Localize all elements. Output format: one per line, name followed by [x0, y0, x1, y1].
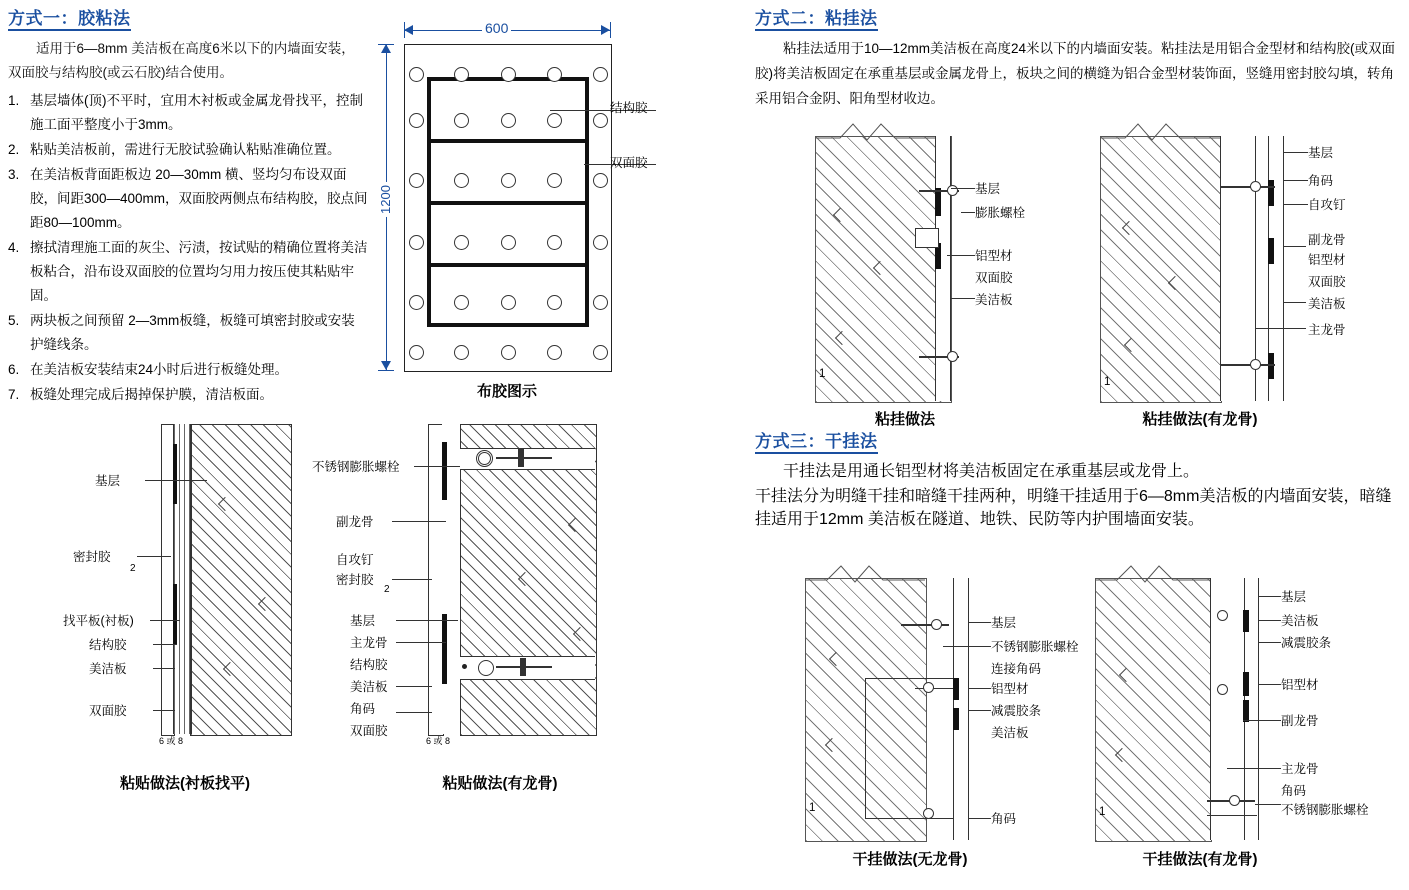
- right-column: [755, 4, 1401, 112]
- bolt-head-icon: [947, 351, 958, 362]
- tape-block: [173, 444, 177, 504]
- tape-block: [442, 442, 447, 500]
- bolt-head-icon: [1229, 795, 1240, 806]
- bolt-head-icon: [1250, 181, 1261, 192]
- label-corner-code: 角码: [991, 812, 1017, 826]
- method3-block: [755, 427, 1401, 529]
- leader: [1259, 642, 1281, 643]
- glue-dot: [501, 295, 516, 310]
- dim-arrow-left: [404, 25, 413, 35]
- caption-adhesive-keel: 粘贴做法(有龙骨): [442, 775, 558, 792]
- glue-dot: [501, 173, 516, 188]
- rubber-strip: [1243, 700, 1249, 722]
- label-rubber-strip: 减震胶条: [991, 704, 1042, 718]
- label-meijie-board: 美洁板: [975, 293, 1013, 307]
- glue-dot: [547, 113, 562, 128]
- label-self-tapping-screw: 自攻钉: [336, 553, 374, 567]
- glue-dot: [409, 295, 424, 310]
- label-meijie-board: 美洁板: [350, 680, 388, 694]
- glue-dot: [501, 345, 516, 360]
- glue-dot: [501, 67, 516, 82]
- tape-block: [173, 584, 177, 644]
- label-double-tape: 双面胶: [89, 704, 127, 718]
- glue-dot: [454, 345, 469, 360]
- glue-figure-caption: 布胶图示: [476, 383, 537, 400]
- panel-outline: [404, 44, 612, 372]
- leader: [1284, 246, 1306, 247]
- list-item: 7. 板缝处理完成后揭掉保护膜，清洁板面。: [8, 387, 273, 403]
- bolt-head-icon: [1217, 610, 1228, 621]
- wall-hatch: [805, 578, 927, 842]
- leader: [969, 818, 991, 819]
- leader: [951, 298, 975, 299]
- leader: [145, 480, 207, 481]
- leader: [396, 686, 432, 687]
- glue-dot: [454, 235, 469, 250]
- fig-adhesive-keel: [312, 424, 600, 792]
- leader: [153, 668, 175, 669]
- bracket-line: [865, 818, 953, 819]
- mark-1: 1: [809, 802, 816, 814]
- label-base: 基层: [350, 614, 376, 628]
- glue-dot: [454, 295, 469, 310]
- leader: [1284, 302, 1306, 303]
- bracket-line: [865, 678, 953, 679]
- bolt-head-icon: [478, 660, 494, 676]
- mark-1: 1: [1099, 806, 1106, 818]
- dot: [462, 664, 467, 669]
- list-item: 1. 基层墙体(顶)不平时，宜用木衬板或金属龙骨找平，控制施工面平整度小于3mm。: [8, 93, 363, 133]
- dim-height-label: 1200: [378, 182, 393, 217]
- list-item: 2. 粘贴美洁板前，需进行无胶试验确认粘贴准确位置。: [8, 142, 341, 158]
- fig-hang-glue: [815, 118, 1065, 428]
- bracket-line: [915, 688, 953, 689]
- label-meijie-board: 美洁板: [1281, 614, 1319, 628]
- label-base: 基层: [991, 616, 1017, 630]
- leader: [1284, 152, 1308, 153]
- label-corner-code: 角码: [350, 702, 376, 716]
- method2-title: 方式二：粘挂法: [755, 4, 1401, 29]
- wall-hatch: [1095, 578, 1212, 842]
- list-item: 5. 两块板之间预留 2—3mm板缝，板缝可填密封胶或安装护缝线条。: [8, 313, 355, 353]
- glue-dot: [547, 67, 562, 82]
- caption-dry-nokeel: 干挂做法(无龙骨): [852, 851, 968, 868]
- leader: [969, 688, 991, 689]
- glue-dot: [547, 295, 562, 310]
- leader: [1284, 180, 1308, 181]
- leader: [392, 579, 432, 580]
- leader: [943, 646, 991, 647]
- method1-steps: [8, 89, 368, 407]
- label-base: 基层: [975, 182, 1001, 196]
- tape-block: [442, 614, 447, 684]
- label-sub-keel: 副龙骨: [1308, 233, 1346, 247]
- label-rubber-strip: 减震胶条: [1281, 636, 1332, 650]
- leader: [1259, 596, 1281, 597]
- fig-dry-keel: [1095, 560, 1369, 868]
- leader: [947, 255, 975, 256]
- label-expansion-bolt: 不锈钢膨胀螺栓: [991, 640, 1079, 654]
- mark-2: 2: [130, 563, 136, 574]
- label-main-keel: 主龙骨: [1308, 323, 1346, 337]
- mark-thickness: 6 或 8: [159, 736, 184, 746]
- glue-dot: [593, 345, 608, 360]
- label-structural-glue: 结构胶: [610, 101, 648, 115]
- label-sub-keel: 副龙骨: [1281, 714, 1319, 728]
- glue-dot: [547, 345, 562, 360]
- tape-block: [1268, 353, 1274, 379]
- bracket-line: [865, 678, 866, 818]
- label-meijie-board: 美洁板: [1308, 297, 1346, 311]
- label-expansion-bolt: 不锈钢膨胀螺栓: [312, 460, 400, 474]
- label-corner-code: 角码: [1308, 174, 1334, 188]
- list-item: 6. 在美洁板安装结束24小时后进行板缝处理。: [8, 362, 289, 378]
- leader: [961, 212, 975, 213]
- bolt-shaft: [1220, 186, 1275, 188]
- dim-width-label: 600: [482, 20, 511, 36]
- leader: [1284, 204, 1308, 205]
- wall-hatch: [1100, 136, 1222, 403]
- bolt-head-icon: [931, 619, 942, 630]
- leader: [414, 466, 460, 467]
- method1-intro: 适用于6—8mm 美洁板在高度6米以下的内墙面安装，双面胶与结构胶(或云石胶)结合使用。: [8, 41, 355, 81]
- fig-hang-glue-keel: [1100, 118, 1350, 428]
- glue-dot: [547, 173, 562, 188]
- leader: [153, 644, 177, 645]
- glue-dot: [409, 345, 424, 360]
- dim-tick-right: [610, 22, 611, 38]
- leader: [1256, 328, 1306, 329]
- leader: [1227, 768, 1281, 769]
- mark-thickness: 6 或 8: [426, 736, 451, 746]
- rubber-strip: [953, 678, 959, 700]
- glue-dot: [547, 235, 562, 250]
- glue-dot: [409, 173, 424, 188]
- tape-block: [1268, 238, 1274, 264]
- mark-1: 1: [819, 368, 826, 380]
- dim-arrow-down: [381, 361, 391, 370]
- rubber-strip: [1243, 672, 1249, 696]
- leader: [150, 620, 180, 621]
- glue-dot: [593, 67, 608, 82]
- glue-dot: [409, 235, 424, 250]
- bracket-line: [1207, 815, 1257, 816]
- label-structural-glue: 结构胶: [350, 658, 388, 672]
- bolt-inner-icon: [478, 452, 491, 465]
- label-double-tape: 双面胶: [350, 724, 388, 738]
- leader: [137, 556, 171, 557]
- glue-dot: [409, 67, 424, 82]
- label-aluminium-profile: 铝型材: [1281, 678, 1319, 692]
- bolt-shaft: [496, 457, 552, 459]
- label-base: 基层: [95, 474, 121, 488]
- structural-glue-bar: [427, 323, 589, 327]
- label-connect-corner: 连接角码: [991, 662, 1042, 676]
- label-double-tape: 双面胶: [610, 156, 648, 170]
- leader: [396, 712, 432, 713]
- leader: [1259, 684, 1281, 685]
- bolt-head-icon: [923, 808, 934, 819]
- label-sealant: 密封胶: [73, 550, 111, 564]
- label-meijie-board: 美洁板: [89, 662, 127, 676]
- method3-paragraph2: 干挂法分为明缝干挂和暗缝干挂两种，明缝干挂适用于6—8mm美洁板的内墙面安装，暗缝挂适用于12mm 美洁板在隧道、地铁、民防等内护围墙面安装。: [755, 488, 1392, 528]
- mark-1: 1: [1104, 376, 1111, 388]
- wall-hatch: [190, 424, 292, 736]
- label-aluminium-profile: 铝型材: [991, 682, 1029, 696]
- bolt-head-icon: [923, 682, 934, 693]
- leader: [969, 710, 991, 711]
- label-leveling-board: 找平板(衬板): [63, 614, 134, 628]
- structural-glue-bar: [427, 201, 589, 205]
- glue-dot: [454, 113, 469, 128]
- rubber-strip: [953, 708, 959, 730]
- dim-arrow-up: [381, 44, 391, 53]
- caption-hang-glue: 粘挂做法: [874, 411, 935, 428]
- label-aluminium-profile: 铝型材: [1308, 253, 1346, 267]
- label-structural-glue: 结构胶: [89, 638, 127, 652]
- leader: [392, 521, 446, 522]
- label-meijie-board: 美洁板: [991, 726, 1029, 740]
- leader: [396, 642, 446, 643]
- glue-dot: [409, 113, 424, 128]
- method3-paragraph1: 干挂法是用通长铝型材将美洁板固定在承重基层或龙骨上。: [783, 463, 1200, 480]
- leader: [1255, 804, 1281, 805]
- label-main-keel: 主龙骨: [350, 636, 388, 650]
- label-double-tape: 双面胶: [1308, 275, 1346, 289]
- break-line: [805, 560, 955, 586]
- label-corner-code: 角码: [1281, 784, 1307, 798]
- method1-block: [8, 4, 368, 408]
- glue-dot: [593, 295, 608, 310]
- glue-dot: [593, 235, 608, 250]
- caption-dry-keel: 干挂做法(有龙骨): [1142, 851, 1258, 868]
- structural-glue-bar: [427, 263, 589, 267]
- dim-tick-bottom: [378, 370, 394, 371]
- label-sealant: 密封胶: [336, 573, 374, 587]
- label-base: 基层: [1281, 590, 1307, 604]
- glue-layout-figure: [370, 8, 670, 408]
- method2-paragraph: 粘挂法适用于10—12mm美洁板在高度24米以下的内墙面安装。粘挂法是用铝合金型材和结构胶(或双面胶)将美洁板固定在承重基层或金属龙骨上，板块之间的横缝为铝合金型材装饰面，竖缝用密封胶勾填，转角采用铝合金阴、阳角型材收边。: [755, 41, 1396, 106]
- bolt-head-icon: [947, 185, 958, 196]
- label-expansion-bolt: 不锈钢膨胀螺栓: [1281, 803, 1369, 817]
- glue-dot: [454, 173, 469, 188]
- label-self-tapping-screw: 自攻钉: [1308, 198, 1346, 212]
- dim-arrow-right: [601, 25, 610, 35]
- method3-title: 方式三：干挂法: [755, 427, 1401, 452]
- glue-dot: [454, 67, 469, 82]
- bolt-head-icon: [1217, 684, 1228, 695]
- label-main-keel: 主龙骨: [1281, 762, 1319, 776]
- leader: [951, 188, 975, 189]
- bolt-nut: [520, 658, 526, 676]
- leader: [1259, 620, 1281, 621]
- caption-adhesive-liner: 粘贴做法(衬板找平): [120, 775, 250, 792]
- glue-dot: [501, 113, 516, 128]
- rubber-strip: [1243, 610, 1249, 632]
- leader: [396, 620, 458, 621]
- dim-tick-top: [378, 44, 394, 45]
- list-item: 4. 擦拭清理施工面的灰尘、污渍，按试贴的精确位置将美洁板粘合，沿布设双面胶的位置均匀用力按压使其粘贴牢固。: [8, 240, 368, 304]
- label-expansion-bolt: 膨胀螺栓: [975, 206, 1026, 220]
- label-aluminium-profile: 铝型材: [975, 249, 1013, 263]
- fig-adhesive-liner: [63, 424, 290, 792]
- tape-block: [935, 188, 941, 216]
- leader: [1243, 720, 1281, 721]
- caption-hang-glue-keel: 粘挂做法(有龙骨): [1142, 411, 1258, 428]
- fig-dry-nokeel: [805, 560, 1079, 868]
- aluminium-profile: [915, 228, 939, 248]
- list-item: 3. 在美洁板背面距板边 20—30mm 横、竖均匀布设双面胶，间距300—400mm，双面胶两侧点布结构胶，胶点间距80—100mm。: [8, 167, 368, 231]
- glue-dot: [593, 113, 608, 128]
- leader: [153, 710, 175, 711]
- label-sub-keel: 副龙骨: [336, 515, 374, 529]
- method1-title: 方式一：胶粘法: [8, 4, 368, 29]
- glue-dot: [593, 173, 608, 188]
- tape-block: [1268, 180, 1274, 206]
- mark-2: 2: [384, 584, 390, 595]
- dim-tick-left: [404, 22, 405, 38]
- label-base: 基层: [1308, 146, 1334, 160]
- bolt-nut: [518, 449, 524, 467]
- bolt-head-icon: [1250, 359, 1261, 370]
- bolt-shaft: [1220, 364, 1275, 366]
- structural-glue-bar: [427, 139, 589, 143]
- leader: [969, 622, 991, 623]
- glue-dot: [501, 235, 516, 250]
- label-double-tape: 双面胶: [975, 271, 1013, 285]
